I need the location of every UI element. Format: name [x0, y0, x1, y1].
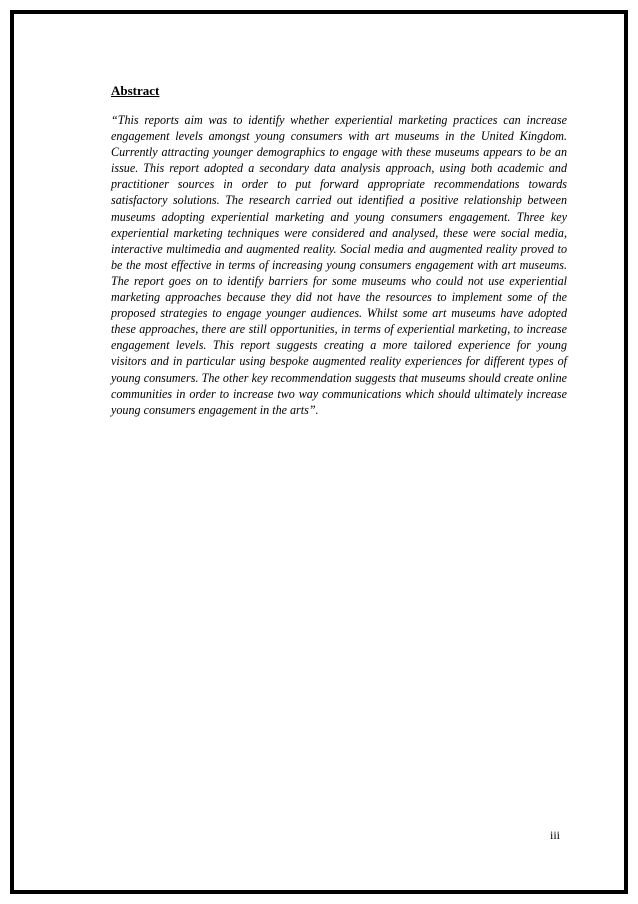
abstract-heading: Abstract	[111, 83, 160, 98]
abstract-paragraph: “This reports aim was to identify whether experiential marketing practices can increase engagement levels amongst young consumers with art museums in the United Kingdom. Currently attracting younger demographics to engage with these museums appears to be an issue. This report adopted a secondary data analysis approach, using both academic and practitioner sources in order to put forward appropriate recommendations towards satisfactory solutions. The research carried out identified a positive relationship between museums adopting experiential marketing and young consumers engagement. Three key experiential marketing techniques were considered and analysed, these were social media, interactive multimedia and augmented reality. Social media and augmented reality proved to be the most effective in terms of increasing young consumers engagement with art museums. The report goes on to identify barriers for some museums who could not use experiential marketing approaches because they did not have the resources to implement some of the proposed strategies to engage younger audiences. Whilst some art museums have adopted these approaches, there are still opportunities, in terms of experiential marketing, to increase engagement levels. This report suggests creating a more tailored experience for young visitors and in particular using bespoke augmented reality experiences for different types of young consumers. The other key recommendation suggests that museums should create online communities in order to increase two way communications which should ultimately increase young consumers engagement in the arts”.	[111, 113, 567, 417]
page-number: iii	[550, 828, 561, 842]
